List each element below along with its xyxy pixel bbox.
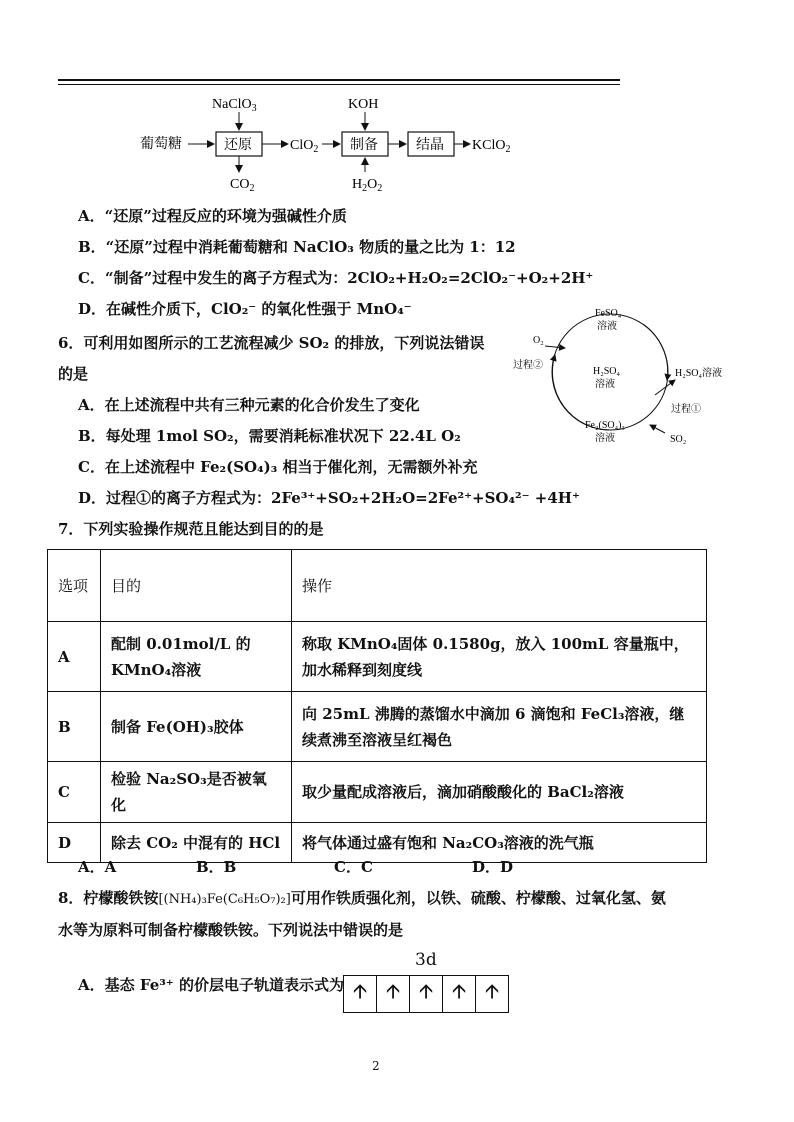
- q8-stem-line2: 水等为原料可制备柠檬酸铁铵。下列说法中错误的是: [58, 921, 404, 939]
- orbital-box: [409, 975, 443, 1013]
- orbital-diagram: [344, 975, 509, 1013]
- q6-option-b: B．每处理 1mol SO₂，需要消耗标准状况下 22.4L O₂: [78, 427, 461, 445]
- q6-stem-line2: 的是: [58, 365, 89, 383]
- up-arrow-icon: 🡩: [484, 979, 500, 1003]
- flow-koh: KOH: [348, 97, 379, 112]
- header-option: 选项: [48, 550, 101, 622]
- cycle-feso4: FeSO₄: [595, 308, 622, 319]
- cycle-h2so4-sol: 溶液: [595, 379, 615, 390]
- flow-crystal: 结晶: [416, 138, 444, 153]
- table-row: [48, 762, 707, 823]
- row-d-option: D: [48, 823, 101, 863]
- flow-kclo2: KClO$_2$: [472, 138, 511, 155]
- row-c-option: C: [48, 762, 101, 823]
- orbital-label: 3d: [415, 950, 437, 970]
- cycle-feso4-sol: 溶液: [597, 321, 617, 332]
- q7-table: [47, 549, 707, 863]
- flow-prepare: 制备: [350, 138, 378, 153]
- q6-option-c: C．在上述流程中 Fe₂(SO₄)₃ 相当于催化剂，无需额外补充: [78, 458, 478, 476]
- flow-clo2: ClO$_2$: [290, 138, 319, 155]
- q8-formula: [(NH₄)₃Fe(C₆H₅O₇)₂]: [158, 892, 291, 907]
- row-d-operation: 将气体通过盛有饱和 Na₂CO₃溶液的洗气瓶: [292, 823, 707, 863]
- row-b-goal: 制备 Fe(OH)₃胶体: [101, 692, 292, 762]
- q8-option-a: A．基态 Fe³⁺ 的价层电子轨道表示式为: [78, 976, 344, 994]
- q7-answer-c: C．C: [334, 858, 373, 876]
- page-number: 2: [372, 1059, 380, 1073]
- up-arrow-icon: 🡩: [418, 979, 434, 1003]
- q7-answer-a: A．A: [78, 858, 117, 876]
- up-arrow-icon: 🡩: [352, 979, 368, 1003]
- cycle-diagram: [505, 300, 745, 452]
- row-b-option: B: [48, 692, 101, 762]
- row-c-operation: 取少量配成溶液后，滴加硝酸酸化的 BaCl₂溶液: [292, 762, 707, 823]
- cycle-process1: 过程①: [671, 404, 701, 415]
- up-arrow-icon: 🡩: [451, 979, 467, 1003]
- orbital-box: [475, 975, 509, 1013]
- q7-answer-d: D．D: [472, 858, 514, 876]
- cycle-so2: SO₂: [670, 434, 687, 445]
- header-operation: 操作: [292, 550, 707, 622]
- q8-stem-start: 8．柠檬酸铁铵: [58, 889, 159, 907]
- q7-answer-b: B．B: [196, 858, 237, 876]
- cycle-fe2so43-sol: 溶液: [595, 433, 615, 444]
- q7-stem: 7．下列实验操作规范且能达到目的的是: [58, 520, 324, 538]
- q8-stem-line1: [58, 888, 666, 910]
- row-a-operation: 称取 KMnO₄固体 0.1580g，放入 100mL 容量瓶中，加水稀释到刻度线: [292, 622, 707, 692]
- cycle-process2: 过程②: [513, 360, 543, 371]
- q6-stem-line1: 6．可利用如图所示的工艺流程减少 SO₂ 的排放，下列说法错误: [58, 334, 485, 352]
- cycle-fe2so43: Fe₂(SO₄)₃: [585, 420, 625, 431]
- header-goal: 目的: [101, 550, 292, 622]
- row-c-goal: 检验 Na₂SO₃是否被氧化: [101, 762, 292, 823]
- q5-option-d: D．在碱性介质下，ClO₂⁻ 的氧化性强于 MnO₄⁻: [78, 300, 412, 318]
- up-arrow-icon: 🡩: [385, 979, 401, 1003]
- orbital-box: [442, 975, 476, 1013]
- q5-option-a: A．“还原”过程反应的环境为强碱性介质: [78, 207, 347, 225]
- flow-naclo3: NaClO$_3$: [212, 97, 257, 114]
- q6-option-a: A．在上述流程中共有三种元素的化合价发生了变化: [78, 396, 420, 414]
- cycle-h2so4: H₂SO₄: [593, 366, 620, 377]
- q6-option-d: D．过程①的离子方程式为：2Fe³⁺+SO₂+2H₂O=2Fe²⁺+SO₄²⁻ +4H⁺: [78, 489, 580, 507]
- q8-stem-end: 可用作铁质强化剂，以铁、硫酸、柠檬酸、过氧化氢、氨: [290, 889, 666, 907]
- row-a-option: A: [48, 622, 101, 692]
- flow-reduce: 还原: [224, 138, 252, 153]
- row-d-goal: 除去 CO₂ 中混有的 HCl: [101, 823, 292, 863]
- table-row: [48, 622, 707, 692]
- orbital-box: [376, 975, 410, 1013]
- flow-co2: $CO_2$: [230, 177, 255, 194]
- table-row: [48, 823, 707, 863]
- flow-h2o2: $H_2O_2$: [352, 177, 383, 194]
- table-row: [48, 692, 707, 762]
- flow-diagram: [130, 90, 530, 198]
- cycle-h2so4-out: H₂SO₄溶液: [675, 368, 722, 379]
- row-b-operation: 向 25mL 沸腾的蒸馏水中滴加 6 滴饱和 FeCl₃溶液，继续煮沸至溶液呈红褐色: [292, 692, 707, 762]
- orbital-box: [343, 975, 377, 1013]
- q5-option-c: C．“制备”过程中发生的离子方程式为：2ClO₂+H₂O₂=2ClO₂⁻+O₂+2H⁺: [78, 269, 594, 287]
- table-header-row: [48, 550, 707, 622]
- flow-glucose: 葡萄糖: [140, 137, 182, 152]
- row-a-goal: 配制 0.01mol/L 的 KMnO₄溶液: [101, 622, 292, 692]
- cycle-o2: O₂: [533, 335, 544, 346]
- q5-option-b: B．“还原”过程中消耗葡萄糖和 NaClO₃ 物质的量之比为 1：12: [78, 238, 516, 256]
- header-rule-thin: [58, 84, 620, 85]
- header-rule-thick: [58, 79, 620, 81]
